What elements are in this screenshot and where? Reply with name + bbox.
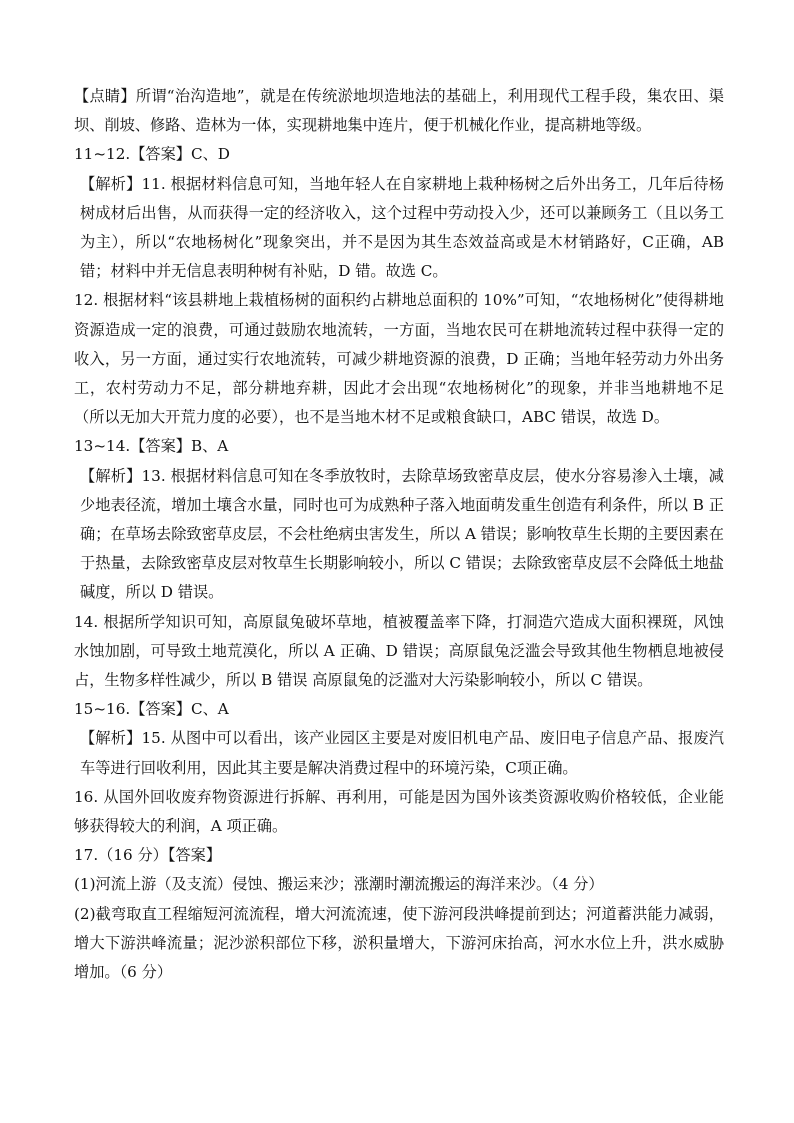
analysis-16: 16. 从国外回收废弃物资源进行拆解、再利用，可能是因为国外该类资源收购价格较低，企业能够获得较大的利润，A 项正确。 bbox=[74, 787, 724, 836]
answer-17-heading: 17.（16 分）【答案】 bbox=[74, 846, 222, 865]
answer-text-body bbox=[74, 82, 724, 987]
answer-17-part-2: (2)截弯取直工程缩短河流流程，增大河流流速，使下游河段洪峰提前到达；河道蓄洪能力减弱，增大下游洪峰流量；泥沙淤积部位下移，淤积量增大，下游河床抬高，河水水位上升，洪水威胁增加。（6 分） bbox=[74, 904, 724, 982]
answer-17-part-1: (1)河流上游（及支流）侵蚀、搬运来沙；涨潮时潮流搬运的海洋来沙。（4 分） bbox=[74, 875, 604, 894]
analysis-12: 12. 根据材料“该县耕地上栽植杨树的面积约占耕地总面积的 10%”可知，“农地杨树化”使得耕地资源造成一定的浪费，可通过鼓励农地流转，一方面，当地农民可在耕地流转过程中获得一定的收入，另一方面，通过实行农地流转，可减少耕地资源的浪费，D 正确；当地年轻劳动力外出务工，农村劳动力不足，部分耕地弃耕，因此才会出现“农地杨树化”的现象，并非当地耕地不足（所以无加大开荒力度的必要），也不是当地木材不足或粮食缺口，ABC 错误，故选 D。 bbox=[74, 291, 724, 427]
answer-13-14: 13~14.【答案】B、A bbox=[74, 437, 229, 456]
analysis-14: 14. 根据所学知识可知，高原鼠兔破坏草地，植被覆盖率下降，打洞造穴造成大面积裸斑，风蚀水蚀加剧，可导致土地荒漠化，所以 A 正确、D 错误；高原鼠兔泛滥会导致其他生物栖息地被侵占，生物多样性减少，所以 B 错误 高原鼠兔的泛滥对大污染影响较小，所以 C 错误。 bbox=[74, 612, 724, 690]
answer-15-16: 15~16.【答案】C、A bbox=[74, 700, 229, 719]
analysis-15: 【解析】15. 从图中可以看出，该产业园区主要是对废旧机电产品、废旧电子信息产品、报废汽车等进行回收利用，因此其主要是解决消费过程中的环境污染，C项正确。 bbox=[80, 729, 724, 777]
analysis-13: 【解析】13. 根据材料信息可知在冬季放牧时，去除草场致密草皮层，使水分容易渗入土壤，减少地表径流，增加土壤含水量，同时也可为成熟种子落入地面萌发重生创造有利条件，所以 B 正确；在草场去除致密草皮层，不会杜绝病虫害发生，所以 A 错误；影响牧草生长期的主要因素在于热量，去除致密草皮层对牧草生长期影响较小，所以 C 错误；去除致密草皮层不会降低土地盐碱度，所以 D 错误。 bbox=[80, 466, 724, 602]
key-point-paragraph: 【点睛】所谓“治沟造地”，就是在传统淤地坝造地法的基础上，利用现代工程手段，集农田、渠坝、削坡、修路、造林为一体，实现耕地集中连片，便于机械化作业，提高耕地等级。 bbox=[74, 87, 724, 135]
answer-11-12: 11~12.【答案】C、D bbox=[74, 145, 230, 164]
analysis-11: 【解析】11. 根据材料信息可知，当地年轻人在自家耕地上栽种杨树之后外出务工，几年后待杨树成材后出售，从而获得一定的经济收入，这个过程中劳动投入少，还可以兼顾务工（且以务工为主），所以“农地杨树化”现象突出，并不是因为其生态效益高或是木材销路好，C正确，AB 错；材料中并无信息表明种树有补贴，D 错。故选 C。 bbox=[80, 174, 724, 281]
